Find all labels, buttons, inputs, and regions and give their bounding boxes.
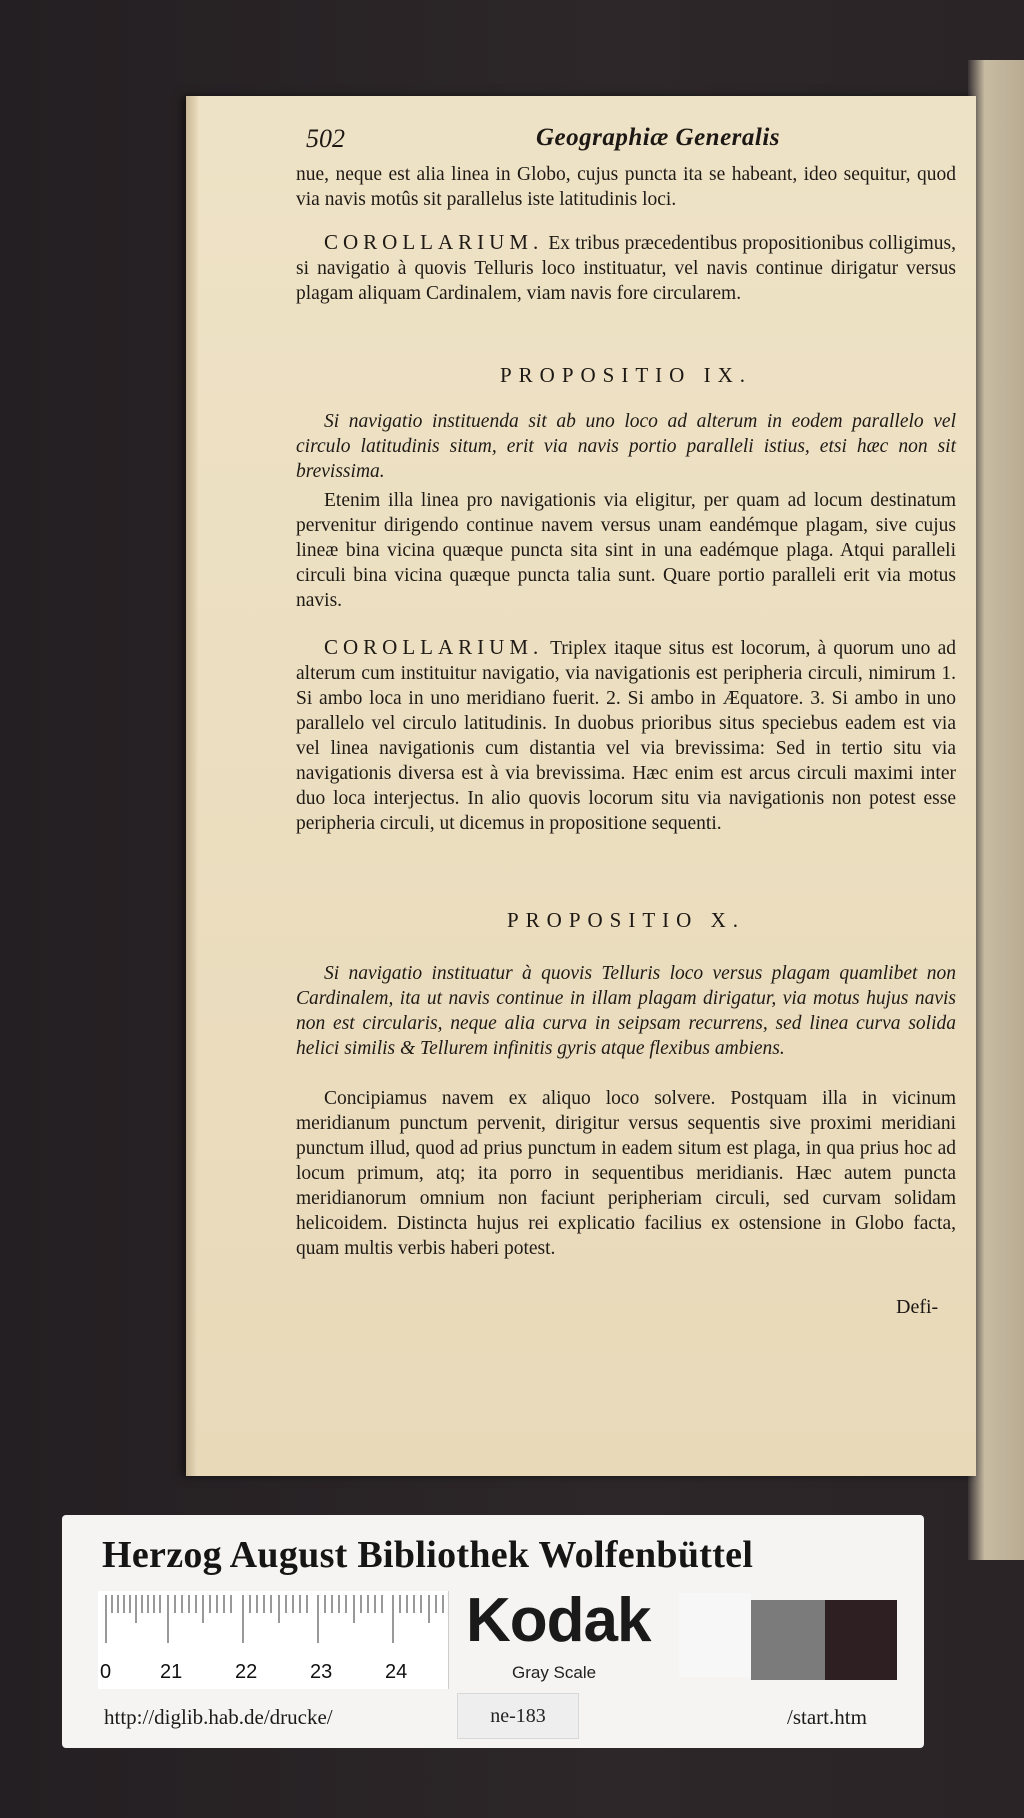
library-name: Herzog August Bibliothek Wolfenbüttel	[102, 1534, 754, 1576]
corollary-text: Triplex itaque situs est locorum, à quorum uno ad alterum cum instituitur navigatio, via navigationis est peripheria circuli, nimirum 1. Si ambo loca in uno meridiano fuerit. 2. Si ambo in Æquatore. 3. Si ambo in uno parallelo vel circulo latitudinis. In duobus prioribus situs speciebus eadem est via vel linea navigationis cum distantia vel via brevissima: Sed in tertio situ via navigationis diversa est à via brevissima. Hæc enim est arcus circuli maximi inter duo loca interjectus. In alio quovis locorum situ via navigationis non potest esse peripheria circuli, ut dicemus in propositione sequenti.	[296, 638, 956, 834]
proposition-statement-ix: Si navigatio instituenda sit ab uno loco ad alterum in eodem parallelo vel circulo latitudinis situm, erit via navis portio paralleli istius, etsi hæc non sit brevissima.	[296, 411, 956, 482]
proposition-proof-x: Concipiamus navem ex aliquo loco solvere. Postquam illa in vicinum meridianum punctum pervenit, dirigitur versus sequentis sive proximi meridiani punctum illud, quod ad prius punctum in eadem situm est plaga, in qua prius hoc ad locum primum, atq; ita porro in sequentibus meridianis. Hæc autem puncta meridianorum omnium non faciunt peripheriam circuli, sed curvam solidam helicoidem. Distincta hujus rei explicatio facilius ex ostensione in Globo facta, quam multis verbis haberi potest.	[296, 1088, 956, 1259]
gray-swatch	[751, 1600, 825, 1680]
measurement-ruler	[98, 1591, 449, 1689]
page-number: 502	[306, 124, 345, 153]
kodak-logo: Kodak	[466, 1586, 651, 1655]
corollary-paragraph-1	[296, 230, 956, 306]
ruler-number: 22	[235, 1661, 258, 1683]
url-right: /start.htm	[787, 1705, 867, 1729]
ruler-number: 0	[100, 1661, 112, 1683]
ruler-number: 21	[160, 1661, 183, 1683]
white-swatch	[679, 1593, 751, 1677]
catchword: Defi-	[896, 1296, 939, 1318]
paragraph-continuation: nue, neque est alia linea in Globo, cujus puncta ita se habeant, ideo sequitur, quod via navis motûs sit parallelus iste latitudinis loci.	[296, 164, 956, 210]
corollary-paragraph-2	[296, 635, 956, 836]
proposition-heading-x: PROPOSITIO X.	[506, 908, 746, 932]
item-id-box	[457, 1693, 579, 1739]
proposition-proof-ix: Etenim illa linea pro navigationis via eligitur, per quam ad locum destinatum pervenitur dirigendo continue navem versus unam eandémque plagam, sive cujus lineæ bina vicina quæque puncta sita sint in una eadémque plaga. Atqui paralleli circuli bina vicina quæque puncta talia sunt. Quare portio paralleli erit via motus navis.	[296, 490, 956, 611]
corollary-text: Ex tribus præcedentibus propositionibus colligimus, si navigatio à quovis Telluris loco instituatur, vel navis continue dirigatur versus plagam aliquam Cardinalem, viam navis fore circularem.	[296, 233, 956, 304]
page-gutter-shadow	[186, 96, 198, 1476]
ruler-ticks	[98, 1591, 448, 1651]
adjacent-page-edge	[968, 60, 1024, 1560]
ruler-number: 23	[310, 1661, 333, 1683]
proposition-statement-x: Si navigatio instituatur à quovis Telluris loco versus plagam quamlibet non Cardinalem, ita ut navis continue in illam plagam dirigatur, via motus hujus navis non est circularis, neque alia curva in seipsam recurrens, sed linea curva solida helici similis & Tellurem infinitis gyris atque flexibus ambiens.	[296, 963, 956, 1059]
archive-label-card	[62, 1515, 924, 1748]
gray-scale-caption: Gray Scale	[512, 1663, 597, 1682]
book-page	[186, 96, 976, 1476]
running-title: Geographiæ Generalis	[536, 124, 781, 151]
url-left: http://diglib.hab.de/drucke/	[104, 1705, 333, 1729]
ruler-number: 24	[385, 1661, 408, 1683]
dark-swatch	[825, 1600, 897, 1680]
proposition-heading-ix: PROPOSITIO IX.	[499, 363, 752, 387]
corollary-label: COROLLARIUM.	[324, 230, 544, 254]
corollary-label: COROLLARIUM.	[324, 635, 544, 659]
item-id: ne-183	[490, 1705, 546, 1727]
